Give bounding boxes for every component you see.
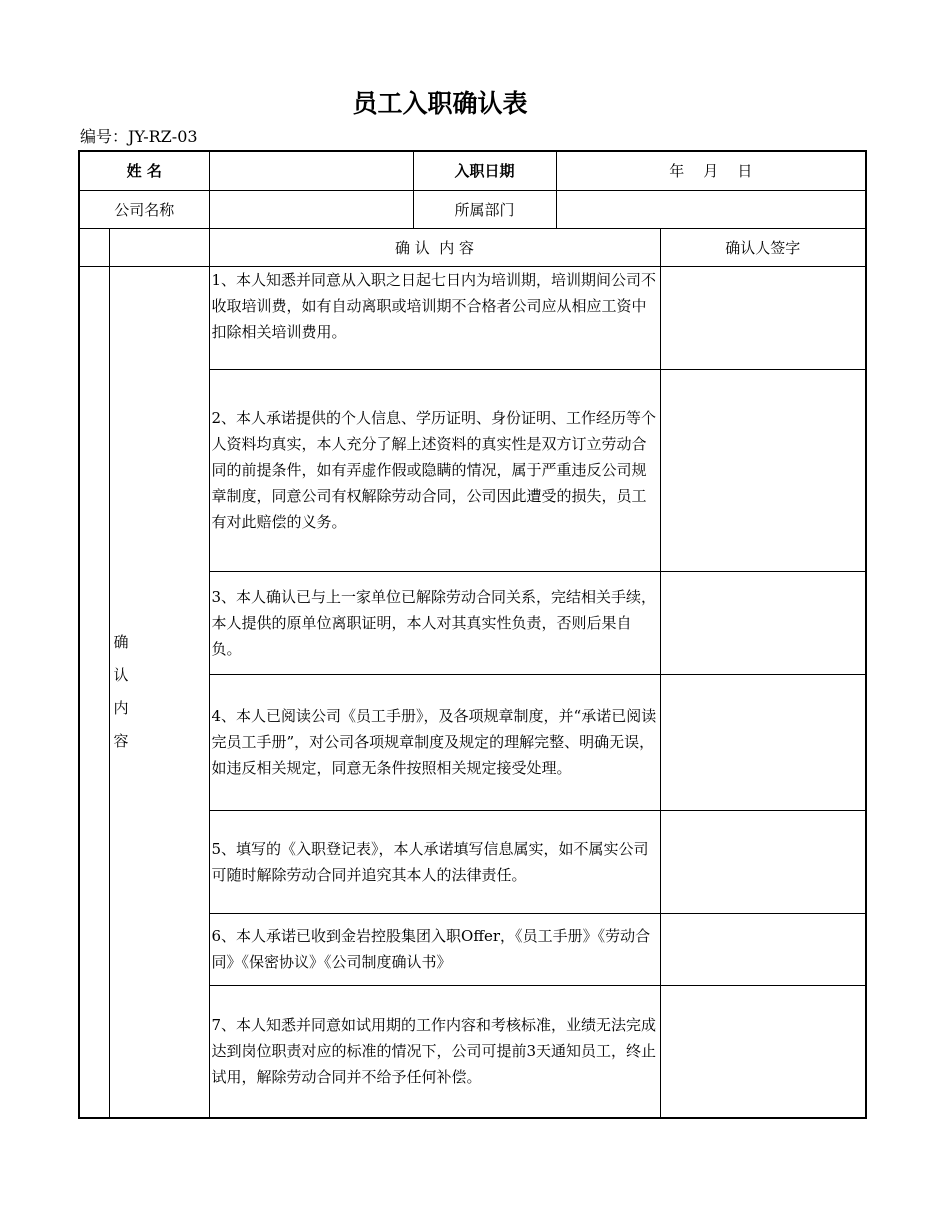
item-text: 7、本人知悉并同意如试用期的工作内容和考核标准，业绩无法完成达到岗位职责对应的标准的情况下，公司可提前3天通知员工，终止试用，解除劳动合同并不给予任何补偿。: [209, 985, 660, 1118]
blank-cell: [109, 228, 209, 266]
item-text: 4、本人已阅读公司《员工手册》，及各项规章制度，并“承诺已阅读完员工手册”，对公司各项规章制度及规定的理解完整、明确无误，如违反相关规定，同意无条件按照相关规定接受处理。: [209, 674, 660, 810]
signature-cell[interactable]: [660, 674, 866, 810]
confirmation-table: [78, 150, 867, 1119]
item-text: 6、本人承诺已收到金岩控股集团入职Offer，《员工手册》《劳动合同》《保密协议》《公司制度确认书》: [209, 913, 660, 985]
signature-cell[interactable]: [660, 810, 866, 913]
side-label-char: 容: [113, 731, 129, 750]
side-label: [109, 266, 209, 1118]
blank-column: [79, 266, 109, 1118]
entry-date-label: 入职日期: [413, 151, 556, 190]
side-label-char: 认: [113, 665, 129, 684]
signature-cell[interactable]: [660, 985, 866, 1118]
signature-cell[interactable]: [660, 369, 866, 571]
signature-cell[interactable]: [660, 913, 866, 985]
company-row: [79, 190, 866, 228]
name-row: [79, 151, 866, 190]
department-label: 所属部门: [413, 190, 556, 228]
signature-cell[interactable]: [660, 571, 866, 674]
name-label: 姓 名: [79, 151, 209, 190]
entry-date-field[interactable]: 年 月 日: [556, 151, 866, 190]
content-header: 确 认 内 容: [209, 228, 660, 266]
item-text: 5、填写的《入职登记表》，本人承诺填写信息属实，如不属实公司可随时解除劳动合同并追究其本人的法律责任。: [209, 810, 660, 913]
item-text: 2、本人承诺提供的个人信息、学历证明、身份证明、工作经历等个人资料均真实，本人充分了解上述资料的真实性是双方订立劳动合同的前提条件，如有弄虚作假或隐瞒的情况，属于严重违反公司规章制度，同意公司有权解除劳动合同，公司因此遭受的损失，员工有对此赔偿的义务。: [209, 369, 660, 571]
name-field[interactable]: [209, 151, 413, 190]
form-code: 编号：JY-RZ-03: [80, 127, 198, 146]
item-row: [79, 266, 866, 369]
signature-cell[interactable]: [660, 266, 866, 369]
item-text: 1、本人知悉并同意从入职之日起七日内为培训期，培训期间公司不收取培训费，如有自动离职或培训期不合格者公司应从相应工资中扣除相关培训费用。: [209, 266, 660, 369]
form-title: 员工入职确认表: [352, 89, 528, 118]
header-row: [79, 228, 866, 266]
blank-cell: [79, 228, 109, 266]
signature-header: 确认人签字: [660, 228, 866, 266]
side-label-char: 确: [113, 632, 129, 651]
company-label: 公司名称: [79, 190, 209, 228]
item-text: 3、本人确认已与上一家单位已解除劳动合同关系，完结相关手续，本人提供的原单位离职证明，本人对其真实性负责，否则后果自负。: [209, 571, 660, 674]
company-field[interactable]: [209, 190, 413, 228]
department-field[interactable]: [556, 190, 866, 228]
side-label-char: 内: [113, 698, 129, 717]
